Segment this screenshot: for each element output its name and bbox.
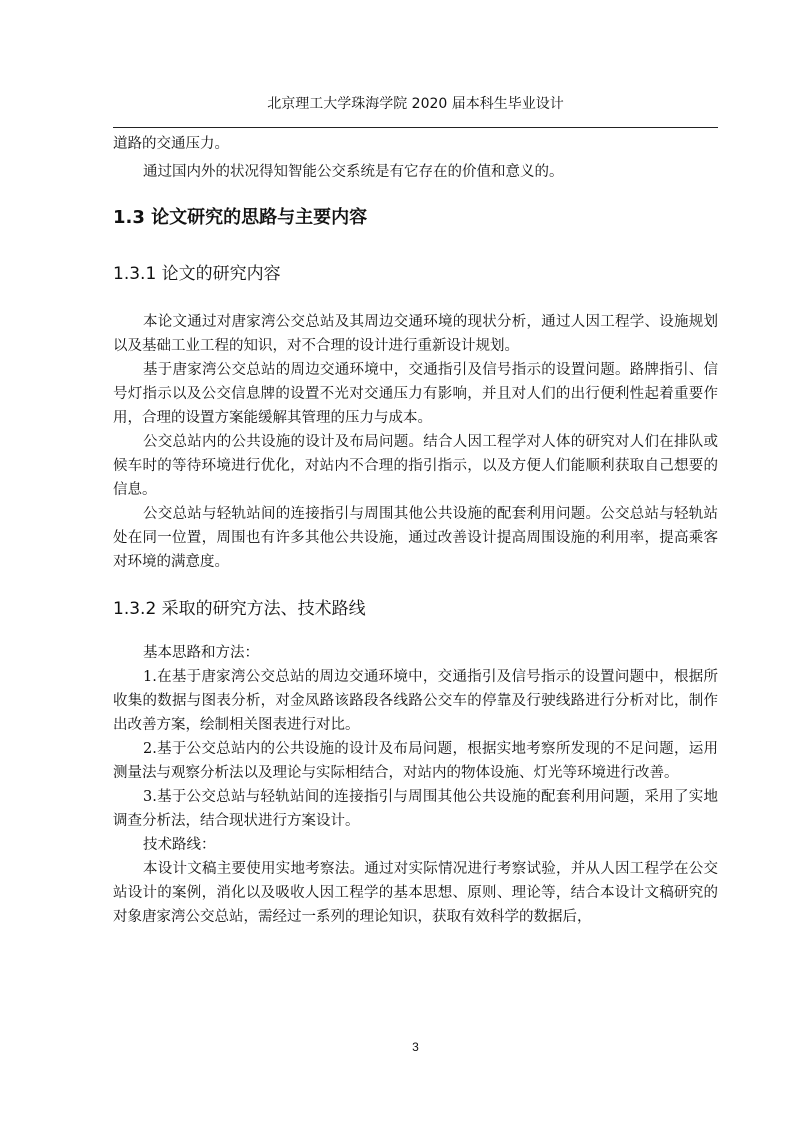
- paragraph-tech-route-title: 技术路线：: [143, 837, 216, 853]
- paragraph-traffic-signs: 基于唐家湾公交总站的周边交通环境中，交通指引及信号指示的设置问题。路牌指引、信号灯指示以及公交信息牌的设置不光对交通压力有影响，并且对人们的出行便利性起着重要作用，合理的设置方案能缓解其管理的压力与成本。: [113, 362, 718, 426]
- paragraph-facilities-layout: 公交总站内的公共设施的设计及布局问题。结合人因工程学对人体的研究对人们在排队或候车时的等待环境进行优化，对站内不合理的指引指示，以及方便人们能顺利获取自己想要的信息。: [113, 434, 718, 498]
- paragraph-light-rail-connection: 公交总站与轻轨站间的连接指引与周围其他公共设施的配套利用问题。公交总站与轻轨站处在同一位置，周围也有许多其他公共设施，通过改善设计提高周围设施的利用率，提高乘客对环境的满意度。: [113, 506, 718, 570]
- list-item-method-3: 3.基于公交总站与轻轨站间的连接指引与周围其他公共设施的配套利用问题，采用了实地调查分析法，结合现状进行方案设计。: [113, 789, 718, 829]
- running-header: 北京理工大学珠海学院 2020 届本科生毕业设计: [267, 96, 564, 112]
- subsection-heading-1-3-2: 1.3.2 采取的研究方法、技术路线: [113, 599, 366, 619]
- paragraph-significance: 通过国内外的状况得知智能公交系统是有它存在的价值和意义的。: [143, 164, 564, 180]
- document-body: [113, 130, 718, 929]
- paragraph-content-overview: 本论文通过对唐家湾公交总站及其周边交通环境的现状分析，通过人因工程学、设施规划以及基础工业工程的知识，对不合理的设计进行重新设计规划。: [113, 314, 718, 354]
- page-number: 3: [412, 1040, 419, 1054]
- paragraph-tech-route: 本设计文稿主要使用实地考察法。通过对实际情况进行考察试验，并从人因工程学在公交站设计的案例，消化以及吸收人因工程学的基本思想、原则、理论等，结合本设计文稿研究的对象唐家湾公交总站，需经过一系列的理论知识，获取有效科学的数据后，: [113, 861, 718, 925]
- list-item-method-2: 2.基于公交总站内的公共设施的设计及布局问题，根据实地考察所发现的不足问题，运用测量法与观察分析法以及理论与实际相结合，对站内的物体设施、灯光等环境进行改善。: [113, 741, 718, 781]
- paragraph-continuation: 道路的交通压力。: [113, 136, 229, 152]
- section-heading-1-3: 1.3 论文研究的思路与主要内容: [113, 207, 368, 228]
- paragraph-methods-title: 基本思路和方法：: [143, 645, 259, 661]
- list-item-method-1: 1.在基于唐家湾公交总站的周边交通环境中，交通指引及信号指示的设置问题中，根据所收集的数据与图表分析，对金凤路该路段各线路公交车的停靠及行驶线路进行分析对比，制作出改善方案，绘制相关图表进行对比。: [113, 669, 718, 733]
- header-rule: [113, 127, 718, 128]
- subsection-heading-1-3-1: 1.3.1 论文的研究内容: [113, 264, 281, 284]
